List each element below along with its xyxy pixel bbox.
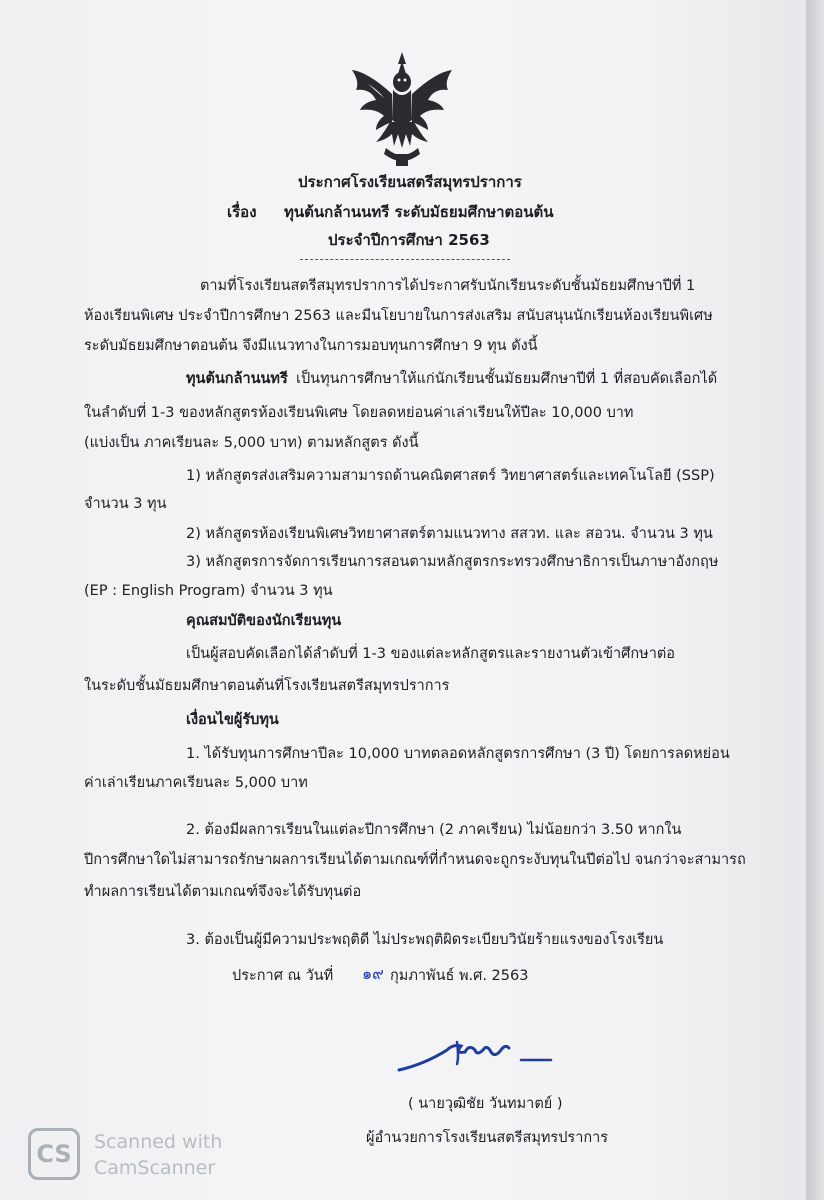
garuda-emblem-icon bbox=[346, 50, 458, 170]
program-item: จำนวน 3 ทุน bbox=[84, 496, 167, 512]
condition-line: ค่าเล่าเรียนภาคเรียนละ 5,000 บาท bbox=[84, 775, 308, 791]
fund-desc-line: (แบ่งเป็น ภาคเรียนละ 5,000 บาท) ตามหลักสูตร ดังนี้ bbox=[84, 435, 419, 451]
subject-label: เรื่อง bbox=[227, 203, 257, 221]
qualification-line: เป็นผู้สอบคัดเลือกได้ลำดับที่ 1-3 ของแต่ละหลักสูตรและรายงานตัวเข้าศึกษาต่อ bbox=[186, 646, 675, 662]
page-edge bbox=[806, 0, 824, 1200]
intro-line: ห้องเรียนพิเศษ ประจำปีการศึกษา 2563 และมีนโยบายในการส่งเสริม สนับสนุนนักเรียนห้องเรียนพิเศษ bbox=[84, 308, 713, 324]
watermark-line: Scanned with bbox=[94, 1131, 223, 1153]
condition-line: 1. ได้รับทุนการศึกษาปีละ 10,000 บาทตลอดหลักสูตรการศึกษา (3 ปี) โดยการลดหย่อน bbox=[186, 746, 730, 762]
qualification-line: ในระดับชั้นมัธยมศึกษาตอนต้นที่โรงเรียนสตรีสมุทรปราการ bbox=[84, 678, 450, 694]
signatory-name: ( นายวุฒิชัย วันทมาตย์ ) bbox=[408, 1096, 563, 1112]
intro-line: ตามที่โรงเรียนสตรีสมุทรปราการได้ประกาศรับนักเรียนระดับชั้นมัธยมศึกษาปีที่ 1 bbox=[200, 278, 696, 294]
condition-line: ปีการศึกษาใดไม่สามารถรักษาผลการเรียนได้ตามเกณฑ์ที่กำหนดจะถูกระงับทุนในปีต่อไป จนกว่าจะสามารถ bbox=[84, 852, 746, 868]
qualifications-heading: คุณสมบัติของนักเรียนทุน bbox=[186, 613, 342, 629]
condition-line: ทำผลการเรียนได้ตามเกณฑ์จึงจะได้รับทุนต่อ bbox=[84, 884, 362, 900]
camscanner-logo-icon: CS bbox=[28, 1128, 80, 1180]
fund-desc-line: เป็นทุนการศึกษาให้แก่นักเรียนชั้นมัธยมศึกษาปีที่ 1 ที่สอบคัดเลือกได้ bbox=[296, 371, 718, 387]
watermark-line: CamScanner bbox=[94, 1157, 216, 1179]
date-rest: กุมภาพันธ์ พ.ศ. 2563 bbox=[390, 968, 529, 984]
conditions-heading: เงื่อนไขผู้รับทุน bbox=[186, 712, 279, 728]
subject-title: ทุนต้นกล้านนทรี ระดับมัธยมศึกษาตอนต้น bbox=[284, 203, 554, 221]
academic-year: ประจำปีการศึกษา 2563 bbox=[328, 231, 490, 249]
divider bbox=[300, 259, 510, 260]
handwritten-signature bbox=[395, 1030, 555, 1080]
program-item: 3) หลักสูตรการจัดการเรียนการสอนตามหลักสูตรกระทรวงศึกษาธิการเป็นภาษาอังกฤษ bbox=[186, 554, 719, 570]
intro-line: ระดับมัธยมศึกษาตอนต้น จึงมีแนวทางในการมอบทุนการศึกษา 9 ทุน ดังนี้ bbox=[84, 338, 538, 354]
signatory-title: ผู้อำนวยการโรงเรียนสตรีสมุทรปราการ bbox=[366, 1130, 609, 1146]
program-item: 2) หลักสูตรห้องเรียนพิเศษวิทยาศาสตร์ตามแนวทาง สสวท. และ สอวน. จำนวน 3 ทุน bbox=[186, 526, 713, 542]
program-item: 1) หลักสูตรส่งเสริมความสามารถด้านคณิตศาสตร์ วิทยาศาสตร์และเทคโนโลยี (SSP) bbox=[186, 468, 715, 484]
date-day: ๑๙ bbox=[362, 964, 384, 983]
program-item: (EP : English Program) จำนวน 3 ทุน bbox=[84, 583, 333, 599]
fund-name: ทุนต้นกล้านนทรี bbox=[186, 371, 288, 387]
date-prefix: ประกาศ ณ วันที่ bbox=[232, 968, 334, 984]
condition-line: 3. ต้องเป็นผู้มีความประพฤติดี ไม่ประพฤติผิดระเบียบวินัยร้ายแรงของโรงเรียน bbox=[186, 932, 664, 948]
fund-desc-line: ในลำดับที่ 1-3 ของหลักสูตรห้องเรียนพิเศษ โดยลดหย่อนค่าเล่าเรียนให้ปีละ 10,000 บาท bbox=[84, 405, 634, 421]
condition-line: 2. ต้องมีผลการเรียนในแต่ละปีการศึกษา (2 ภาคเรียน) ไม่น้อยกว่า 3.50 หากใน bbox=[186, 822, 682, 838]
announcement-title: ประกาศโรงเรียนสตรีสมุทรปราการ bbox=[298, 173, 522, 191]
